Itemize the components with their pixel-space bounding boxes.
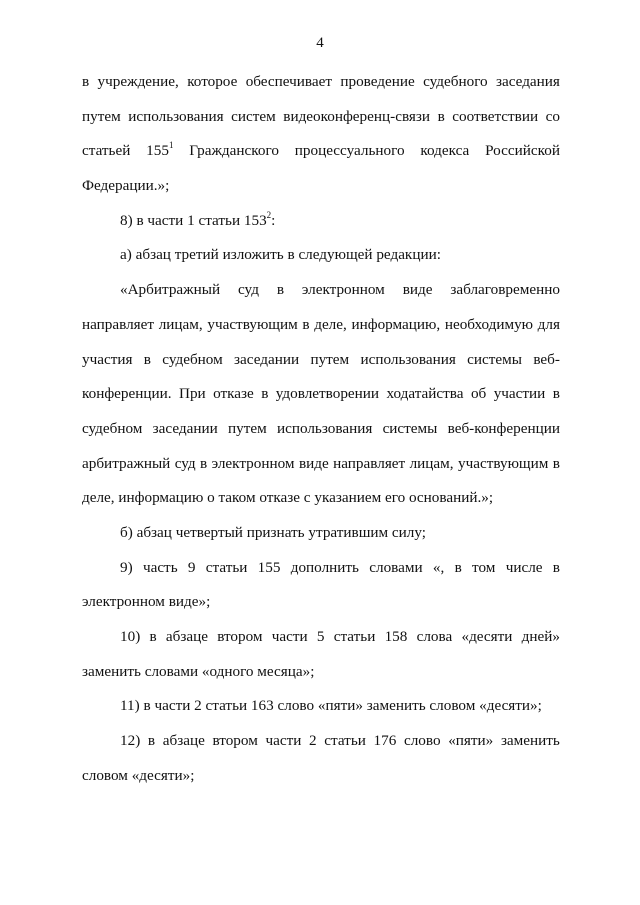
- word: дополнить: [290, 558, 359, 576]
- word: использования: [360, 350, 456, 368]
- word: 9): [120, 558, 133, 576]
- word: судебного: [423, 73, 488, 90]
- word: виде: [298, 454, 329, 472]
- word: 10): [120, 628, 141, 645]
- superscript: 2: [266, 209, 272, 220]
- word: системы: [467, 350, 522, 368]
- item-12: [82, 724, 560, 759]
- word: в: [143, 350, 151, 368]
- quote-line-2: [82, 308, 560, 343]
- word: отказе: [213, 385, 254, 403]
- text-line-1: [82, 65, 560, 100]
- word: проведение: [340, 73, 415, 90]
- word: электронном: [301, 281, 385, 299]
- word: «пяти»: [448, 732, 494, 750]
- word: систем: [231, 107, 276, 125]
- word: в: [302, 315, 310, 333]
- word: Гражданского: [189, 142, 279, 160]
- word: в: [147, 732, 156, 750]
- word: судебном: [82, 419, 143, 437]
- item-10-continued: заменить словами «одного месяца»;: [82, 662, 315, 680]
- item-8-text: 8) в части 1 статьи 153: [120, 211, 267, 229]
- quote-line-1: [82, 273, 560, 308]
- word: в: [149, 628, 157, 645]
- word: веб-: [533, 350, 560, 368]
- word: веб-конференции: [447, 419, 560, 437]
- word: заменить: [500, 732, 560, 750]
- quote-line-5: [82, 412, 560, 447]
- word: участии: [493, 385, 546, 403]
- word: в: [82, 73, 90, 90]
- word: удовлетворении: [275, 385, 380, 403]
- text-line-2: [82, 100, 560, 135]
- word: путем: [310, 350, 350, 368]
- word: 2: [309, 732, 317, 750]
- text-line-3: [82, 134, 560, 169]
- word: части: [265, 732, 302, 750]
- word: статьи: [324, 732, 366, 750]
- word: об: [470, 385, 487, 403]
- quote-line-6: [82, 447, 560, 482]
- word: 158: [384, 628, 408, 645]
- word: лицам,: [158, 315, 203, 333]
- word: втором: [212, 732, 258, 750]
- word: судебном: [162, 350, 223, 368]
- word: для: [537, 315, 560, 333]
- word: в: [454, 558, 462, 576]
- word: заседания: [496, 73, 560, 90]
- word: в: [552, 558, 560, 576]
- text-line-4: Федерации.»;: [82, 177, 170, 195]
- word: 5: [316, 628, 325, 645]
- quote-line-4: [82, 377, 560, 412]
- word: слово: [403, 732, 441, 750]
- word: со: [545, 107, 560, 125]
- word: статьи: [333, 628, 376, 645]
- word: заблаговременно: [450, 281, 560, 299]
- word: в: [276, 281, 284, 299]
- word: кодекса: [420, 142, 470, 160]
- word: учреждение,: [97, 73, 179, 90]
- word: соответствии: [452, 107, 539, 125]
- word: деле,: [314, 315, 347, 333]
- word: в: [261, 385, 269, 403]
- word: дней»: [521, 628, 560, 645]
- word: «десяти: [461, 628, 513, 645]
- word: лицам,: [409, 454, 454, 472]
- word: информацию,: [351, 315, 441, 333]
- word: 9: [187, 558, 196, 576]
- word: необходимую: [444, 315, 534, 333]
- word: «,: [432, 558, 445, 576]
- item-11: 11) в части 2 статьи 163 слово «пяти» заменить словом «десяти»;: [120, 697, 542, 715]
- word: участвующим: [207, 315, 298, 333]
- word: заседании: [152, 419, 218, 437]
- word: Российской: [485, 142, 560, 160]
- quote-line-7: деле, информацию о таком отказе с указанием его оснований.»;: [82, 489, 494, 507]
- page-number: 4: [316, 35, 324, 51]
- word: видеоконференц-связи: [283, 107, 431, 125]
- word: ходатайства: [386, 385, 464, 403]
- document-body: [82, 65, 560, 793]
- word: абзаце: [162, 732, 205, 750]
- item-9: [82, 551, 560, 586]
- word: электронном: [211, 454, 295, 472]
- word: втором: [217, 628, 263, 645]
- word: статьей: [82, 142, 131, 160]
- word: 155: [257, 558, 281, 576]
- word: При: [178, 385, 206, 403]
- word: том: [472, 558, 496, 576]
- word: в: [552, 385, 560, 403]
- word: абзаце: [165, 628, 208, 645]
- word: словами: [369, 558, 423, 576]
- word: направляет: [82, 315, 155, 333]
- item-8-tail: :: [271, 211, 276, 229]
- word: часть: [142, 558, 178, 576]
- word: 176: [373, 732, 397, 750]
- word: обеспечивает: [245, 73, 333, 90]
- word: числе: [505, 558, 543, 576]
- word: направляет: [333, 454, 406, 472]
- word: слова: [416, 628, 453, 645]
- word: суд: [174, 454, 196, 472]
- word: путем: [82, 107, 121, 125]
- subitem-b: б) абзац четвертый признать утратившим силу;: [120, 523, 426, 541]
- word: в: [437, 107, 445, 125]
- word: арбитражный: [82, 454, 171, 472]
- item-9-continued: электронном виде»;: [82, 593, 211, 611]
- word: 155: [146, 142, 169, 160]
- word: виде: [402, 281, 433, 299]
- word: использования: [128, 107, 224, 125]
- word: статьи: [205, 558, 248, 576]
- word: системы: [382, 419, 438, 437]
- word: 12): [120, 732, 141, 750]
- superscript: 1: [168, 140, 174, 151]
- word: в: [552, 454, 560, 472]
- word: участия: [82, 350, 133, 368]
- word: путем: [227, 419, 267, 437]
- article-number: [146, 134, 173, 169]
- word: в: [200, 454, 208, 472]
- word: заседании: [234, 350, 300, 368]
- word: участвующим: [457, 454, 549, 472]
- word: которое: [187, 73, 238, 90]
- item-10: [82, 620, 560, 655]
- subitem-a: а) абзац третий изложить в следующей редакции:: [120, 246, 441, 264]
- word: части: [271, 628, 308, 645]
- word: «Арбитражный: [120, 281, 221, 299]
- word: суд: [238, 281, 259, 299]
- word: использования: [276, 419, 373, 437]
- word: процессуального: [294, 142, 405, 160]
- word: конференции.: [82, 385, 172, 403]
- item-8: [82, 204, 560, 239]
- item-12-continued: словом «десяти»;: [82, 766, 195, 784]
- quote-line-3: [82, 343, 560, 378]
